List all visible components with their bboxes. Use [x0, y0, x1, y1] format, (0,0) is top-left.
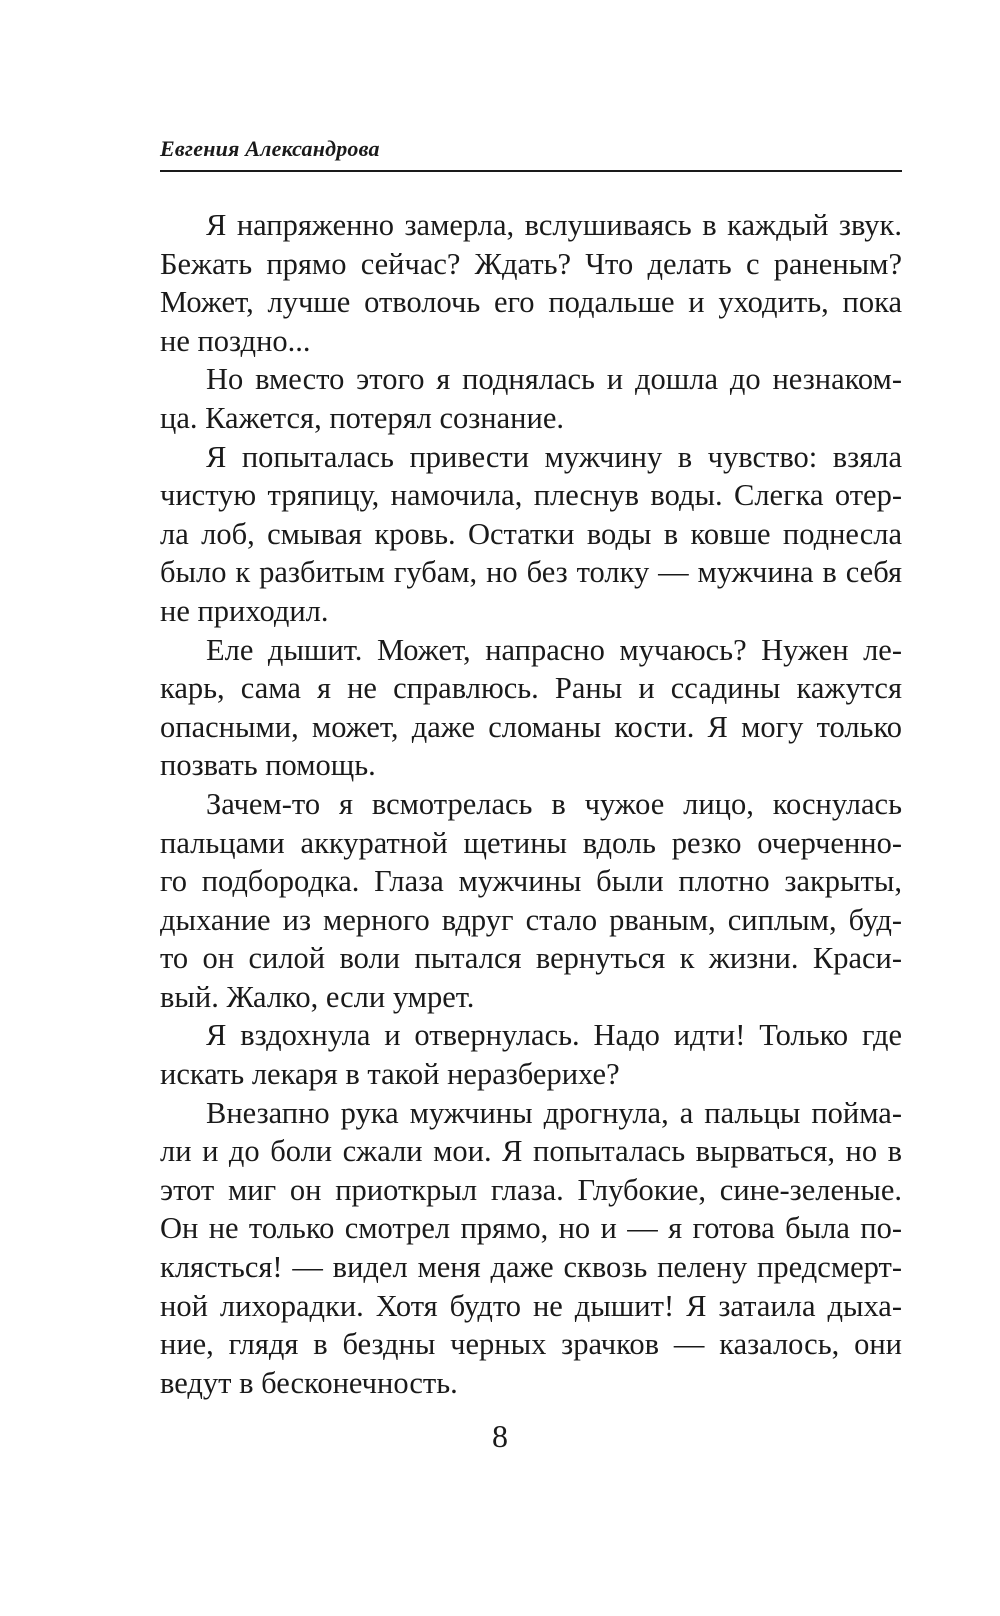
text-line: искать лекаря в такой неразберихе? [160, 1057, 620, 1092]
paragraph [160, 1016, 902, 1093]
text-line: Но вместо этого я поднялась и дошла до незнаком- [206, 362, 902, 397]
text-line: го подбородка. Глаза мужчины были плотно закрыты, [160, 864, 902, 899]
text-line: Я напряженно замерла, вслушиваясь в каждый звук. [206, 208, 902, 242]
paragraph [160, 360, 902, 437]
text-line: Внезапно рука мужчины дрогнула, а пальцы пойма- [206, 1095, 902, 1130]
text-line: клясться! — видел меня даже сквозь пелену предсмерт- [160, 1250, 902, 1285]
body-text [160, 206, 902, 1402]
text-line: ли и до боли сжали мои. Я попыталась вырваться, но в [160, 1134, 902, 1169]
text-line: ца. Кажется, потерял сознание. [160, 400, 564, 435]
paragraph [160, 1094, 902, 1403]
paragraph [160, 438, 902, 631]
paragraph [160, 206, 902, 360]
text-line: пальцами аккуратной щетины вдоль резко очерченно- [160, 825, 902, 860]
paragraph [160, 631, 902, 785]
text-line: Я попыталась привести мужчину в чувство: взяла [206, 439, 902, 474]
running-header [160, 130, 902, 172]
text-line: ла лоб, смывая кровь. Остатки воды в ковше поднесла [160, 516, 902, 551]
text-line: опасными, может, даже сломаны кости. Я могу только [160, 709, 902, 744]
text-line: позвать помощь. [160, 748, 376, 783]
text-line: не приходил. [160, 593, 329, 628]
text-line: вый. Жалко, если умрет. [160, 979, 475, 1014]
text-line: ние, глядя в бездны черных зрачков — казалось, они [160, 1327, 902, 1362]
text-line: Бежать прямо сейчас? Ждать? Что делать с раненым? [160, 246, 902, 281]
text-line: Он не только смотрел прямо, но и — я готова была по- [160, 1211, 902, 1246]
text-line: карь, сама я не справлюсь. Раны и ссадины кажутся [160, 671, 902, 706]
text-line: чистую тряпицу, намочила, плеснув воды. Слегка отер- [160, 478, 902, 513]
text-line: этот миг он приоткрыл глаза. Глубокие, сине-зеленые. [160, 1172, 902, 1207]
text-line: было к разбитым губам, но без толку — мужчина в себя [160, 555, 902, 590]
text-line: не поздно... [160, 323, 311, 358]
text-line: Еле дышит. Может, напрасно мучаюсь? Нужен ле- [206, 632, 902, 667]
running-header-author: Евгения Александрова [160, 136, 380, 161]
text-line: Может, лучше отволочь его подальше и уходить, пока [160, 285, 902, 320]
paragraph [160, 785, 902, 1017]
text-line: Зачем-то я всмотрелась в чужое лицо, коснулась [206, 786, 902, 821]
text-line: то он силой воли пытался вернуться к жизни. Краси- [160, 941, 902, 976]
text-line: Я вздохнула и отвернулась. Надо идти! Только где [206, 1018, 902, 1053]
page-number: 8 [492, 1418, 508, 1454]
text-line: дыхание из мерного вдруг стало рваным, сиплым, буд- [160, 902, 902, 937]
text-line: ной лихорадки. Хотя будто не дышит! Я затаила дыха- [160, 1288, 902, 1323]
text-line: ведут в бесконечность. [160, 1365, 458, 1400]
